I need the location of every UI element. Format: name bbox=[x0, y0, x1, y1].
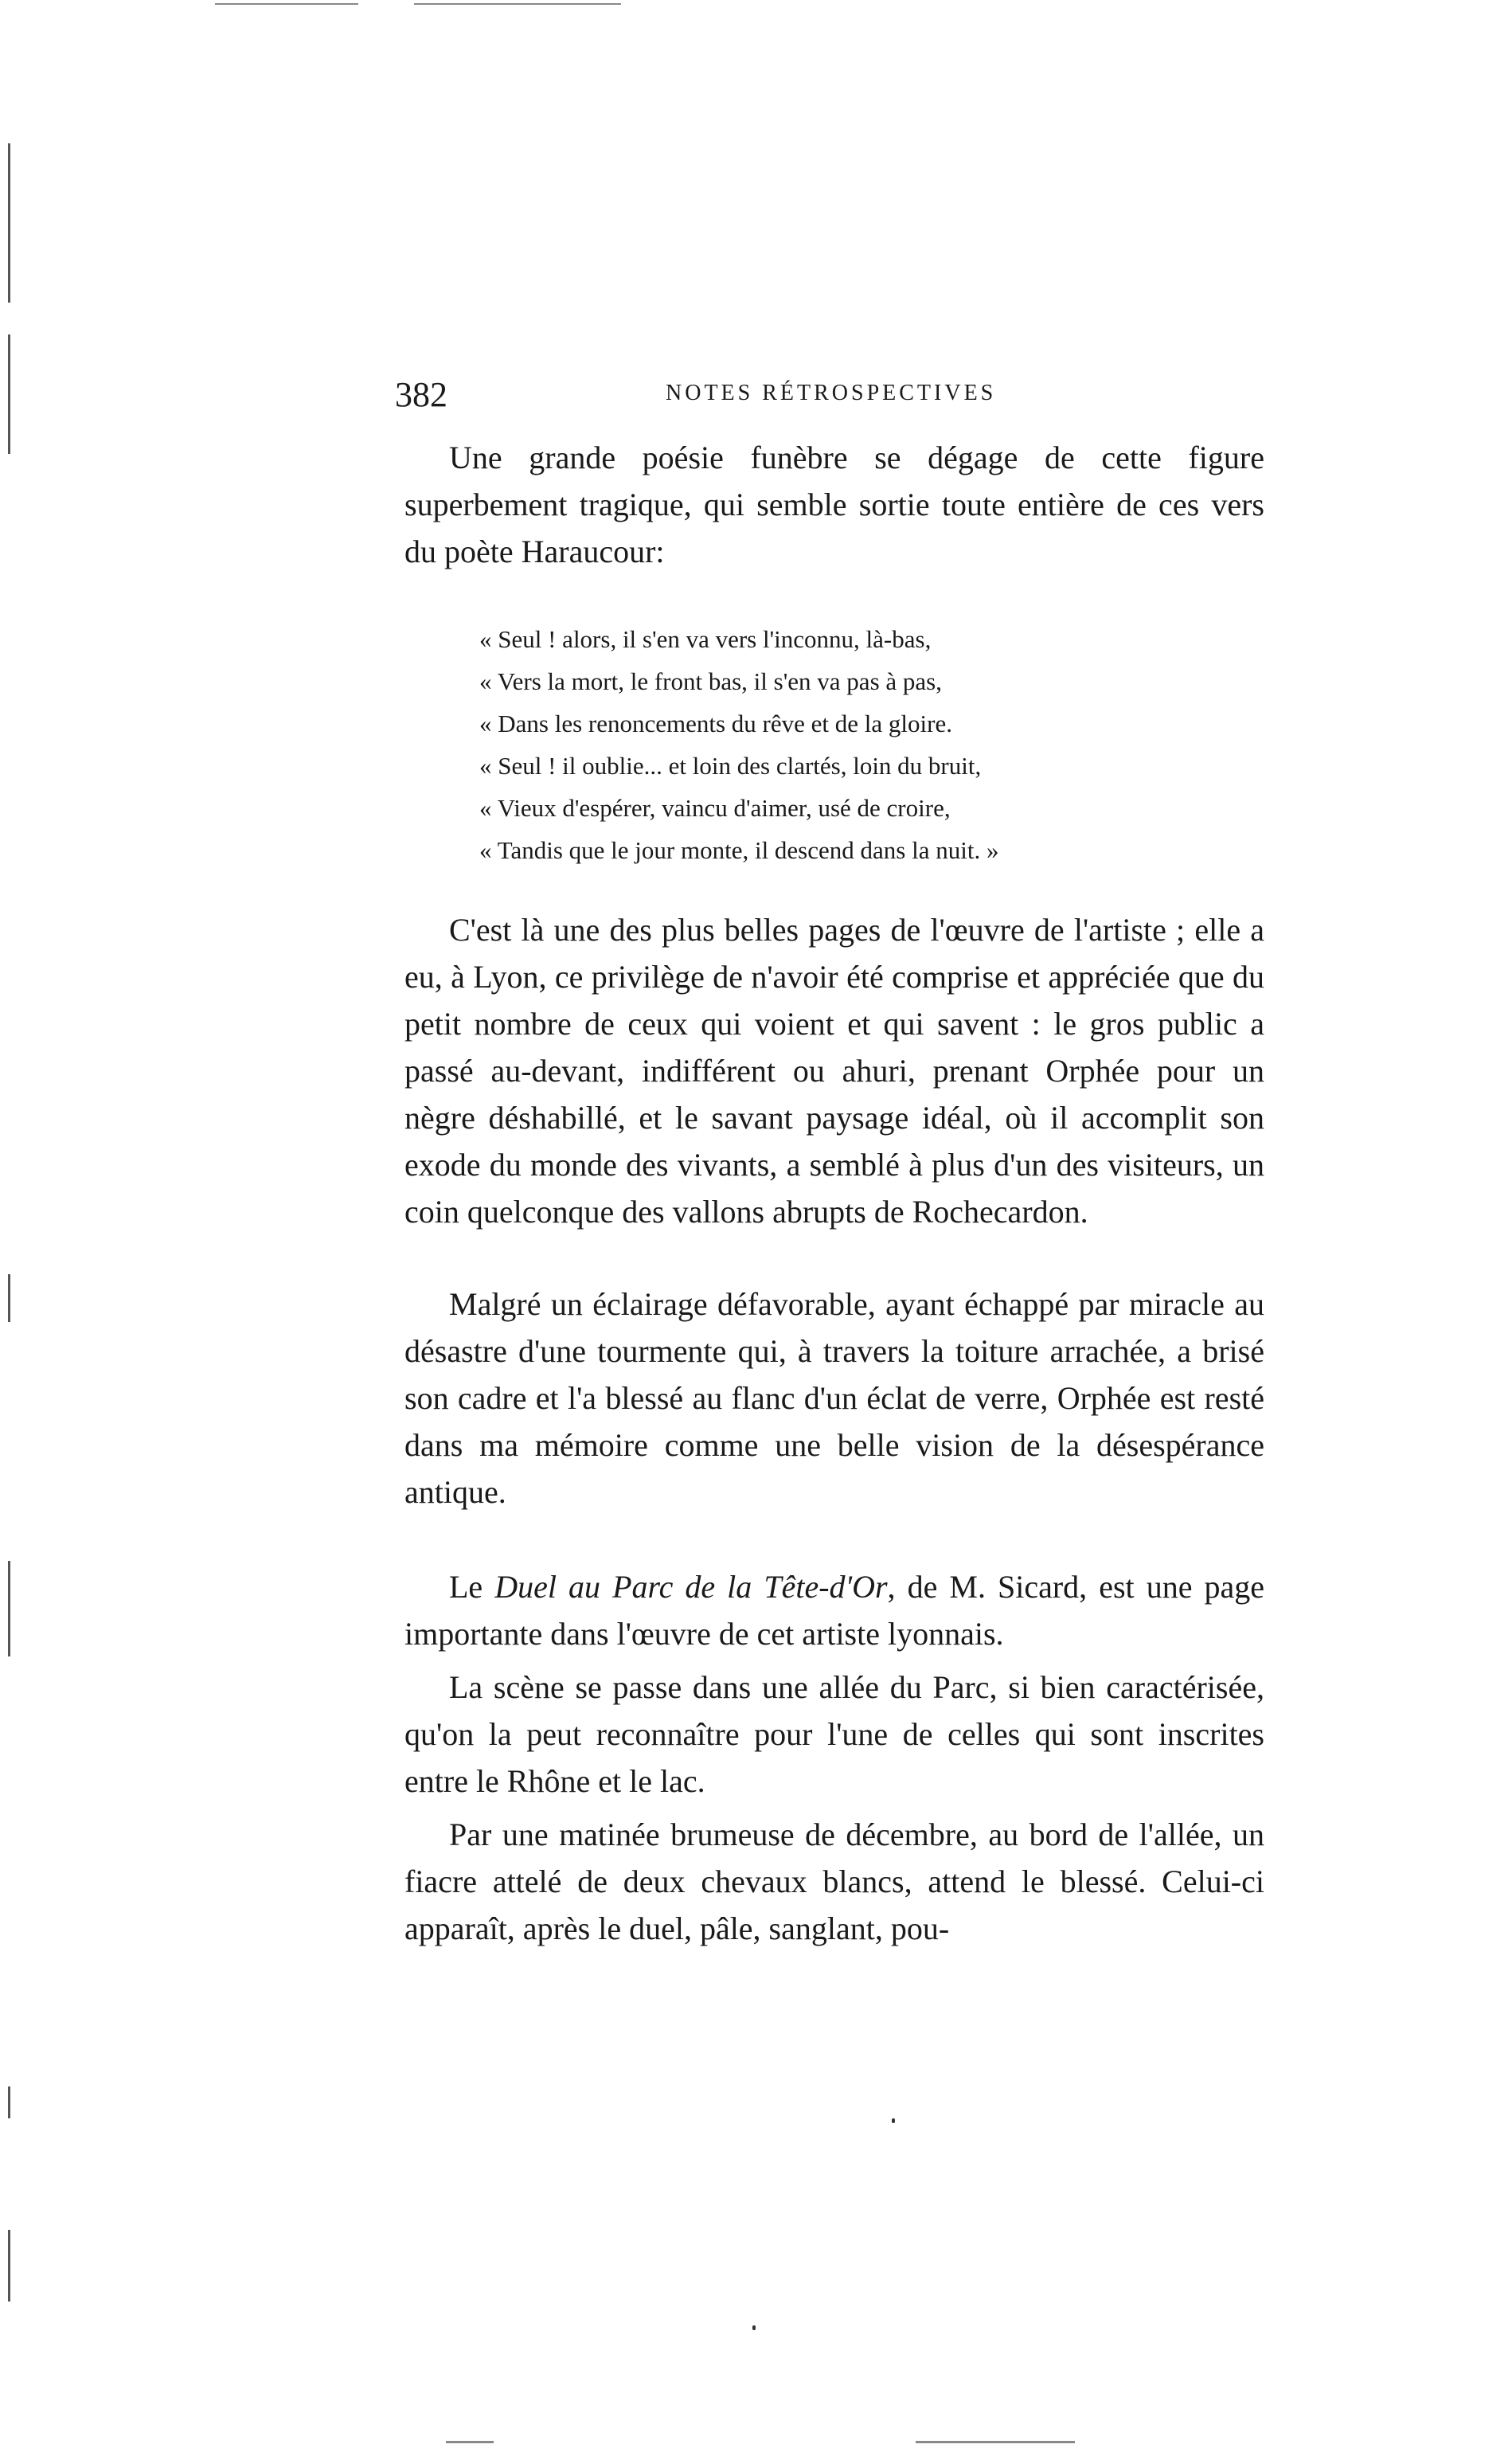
artwork-title: Duel au Parc de la Tête-d'Or bbox=[494, 1569, 888, 1605]
paragraph-orphee bbox=[404, 906, 1264, 1235]
running-head bbox=[395, 374, 1279, 422]
paragraph-text: La scène se passe dans une allée du Parc, si bien caractérisée, qu'on la peut reconnaître pour l'une de celles qui sont inscrites entre le Rhône et le lac. bbox=[404, 1669, 1264, 1799]
paragraph-text bbox=[404, 1563, 1264, 1657]
paragraph-text: Par une matinée brumeuse de décembre, au bord de l'allée, un fiacre attelé de deux chevaux blancs, attend le blessé. Celui-ci apparaît, après le duel, pâle, sanglant, pou- bbox=[404, 1817, 1264, 1946]
scan-edge-mark bbox=[8, 1274, 10, 1322]
scan-edge-mark bbox=[8, 143, 10, 303]
intro-paragraph bbox=[404, 434, 1264, 575]
running-title: NOTES RÉTROSPECTIVES bbox=[666, 381, 997, 405]
verse-line: « Seul ! alors, il s'en va vers l'inconnu, là-bas, bbox=[479, 625, 932, 653]
scan-edge-mark bbox=[8, 334, 10, 454]
paragraph-duel bbox=[404, 1563, 1264, 1657]
paragraph-eclairage bbox=[404, 1281, 1264, 1515]
verse-line: « Dans les renoncements du rêve et de la gloire. bbox=[479, 710, 952, 737]
scan-speck bbox=[752, 2325, 756, 2330]
verse-line: « Seul ! il oublie... et loin des clartés, loin du bruit, bbox=[479, 752, 982, 780]
paragraph-scene bbox=[404, 1664, 1264, 1805]
scan-bottom-rule bbox=[446, 2441, 494, 2443]
scan-bottom-rule bbox=[916, 2441, 1075, 2443]
page-number: 382 bbox=[395, 375, 447, 414]
paragraph-text: Une grande poésie funèbre se dégage de cette figure superbement tragique, qui semble sortie toute entière de ces vers du poète Haraucour: bbox=[404, 440, 1264, 569]
scan-speck bbox=[892, 2118, 895, 2123]
paragraph-fragment: Le bbox=[449, 1569, 495, 1605]
paragraph-text: Malgré un éclairage défavorable, ayant échappé par miracle au désastre d'une tourmente qui, à travers la toiture arrachée, a brisé son cadre et l'a blessé au flanc d'un éclat de verre, Orphée est resté dans ma mémoire comme une belle vision de la désespérance antique. bbox=[404, 1286, 1264, 1510]
scan-edge-mark bbox=[8, 2086, 10, 2118]
scan-edge-mark bbox=[8, 2230, 10, 2302]
scan-edge-mark bbox=[8, 1561, 10, 1656]
paragraph-text: C'est là une des plus belles pages de l'œuvre de l'artiste ; elle a eu, à Lyon, ce privilège de n'avoir été comprise et appréciée que du petit nombre de ceux qui voient et qui savent : le gros public a passé au-devant, indifférent ou ahuri, prenant Orphée pour un nègre déshabillé, et le savant paysage idéal, où il accomplit son exode du monde des vivants, a semblé à plus d'un des visiteurs, un coin quelconque des vallons abrupts de Rochecardon. bbox=[404, 912, 1264, 1230]
verse-line: « Vieux d'espérer, vaincu d'aimer, usé de croire, bbox=[479, 794, 951, 822]
paragraph-matinee bbox=[404, 1811, 1264, 1952]
scan-top-rule bbox=[414, 3, 621, 5]
scan-top-rule bbox=[215, 3, 358, 5]
verse-line: « Vers la mort, le front bas, il s'en va pas à pas, bbox=[479, 667, 942, 695]
paragraph-fragment: , de M. Sicard, est une page importante dans l'œuvre de cet artiste lyonnais. bbox=[404, 1569, 1265, 1652]
verse-line: « Tandis que le jour monte, il descend dans la nuit. » bbox=[479, 836, 999, 864]
verse-quotation bbox=[479, 618, 1244, 871]
